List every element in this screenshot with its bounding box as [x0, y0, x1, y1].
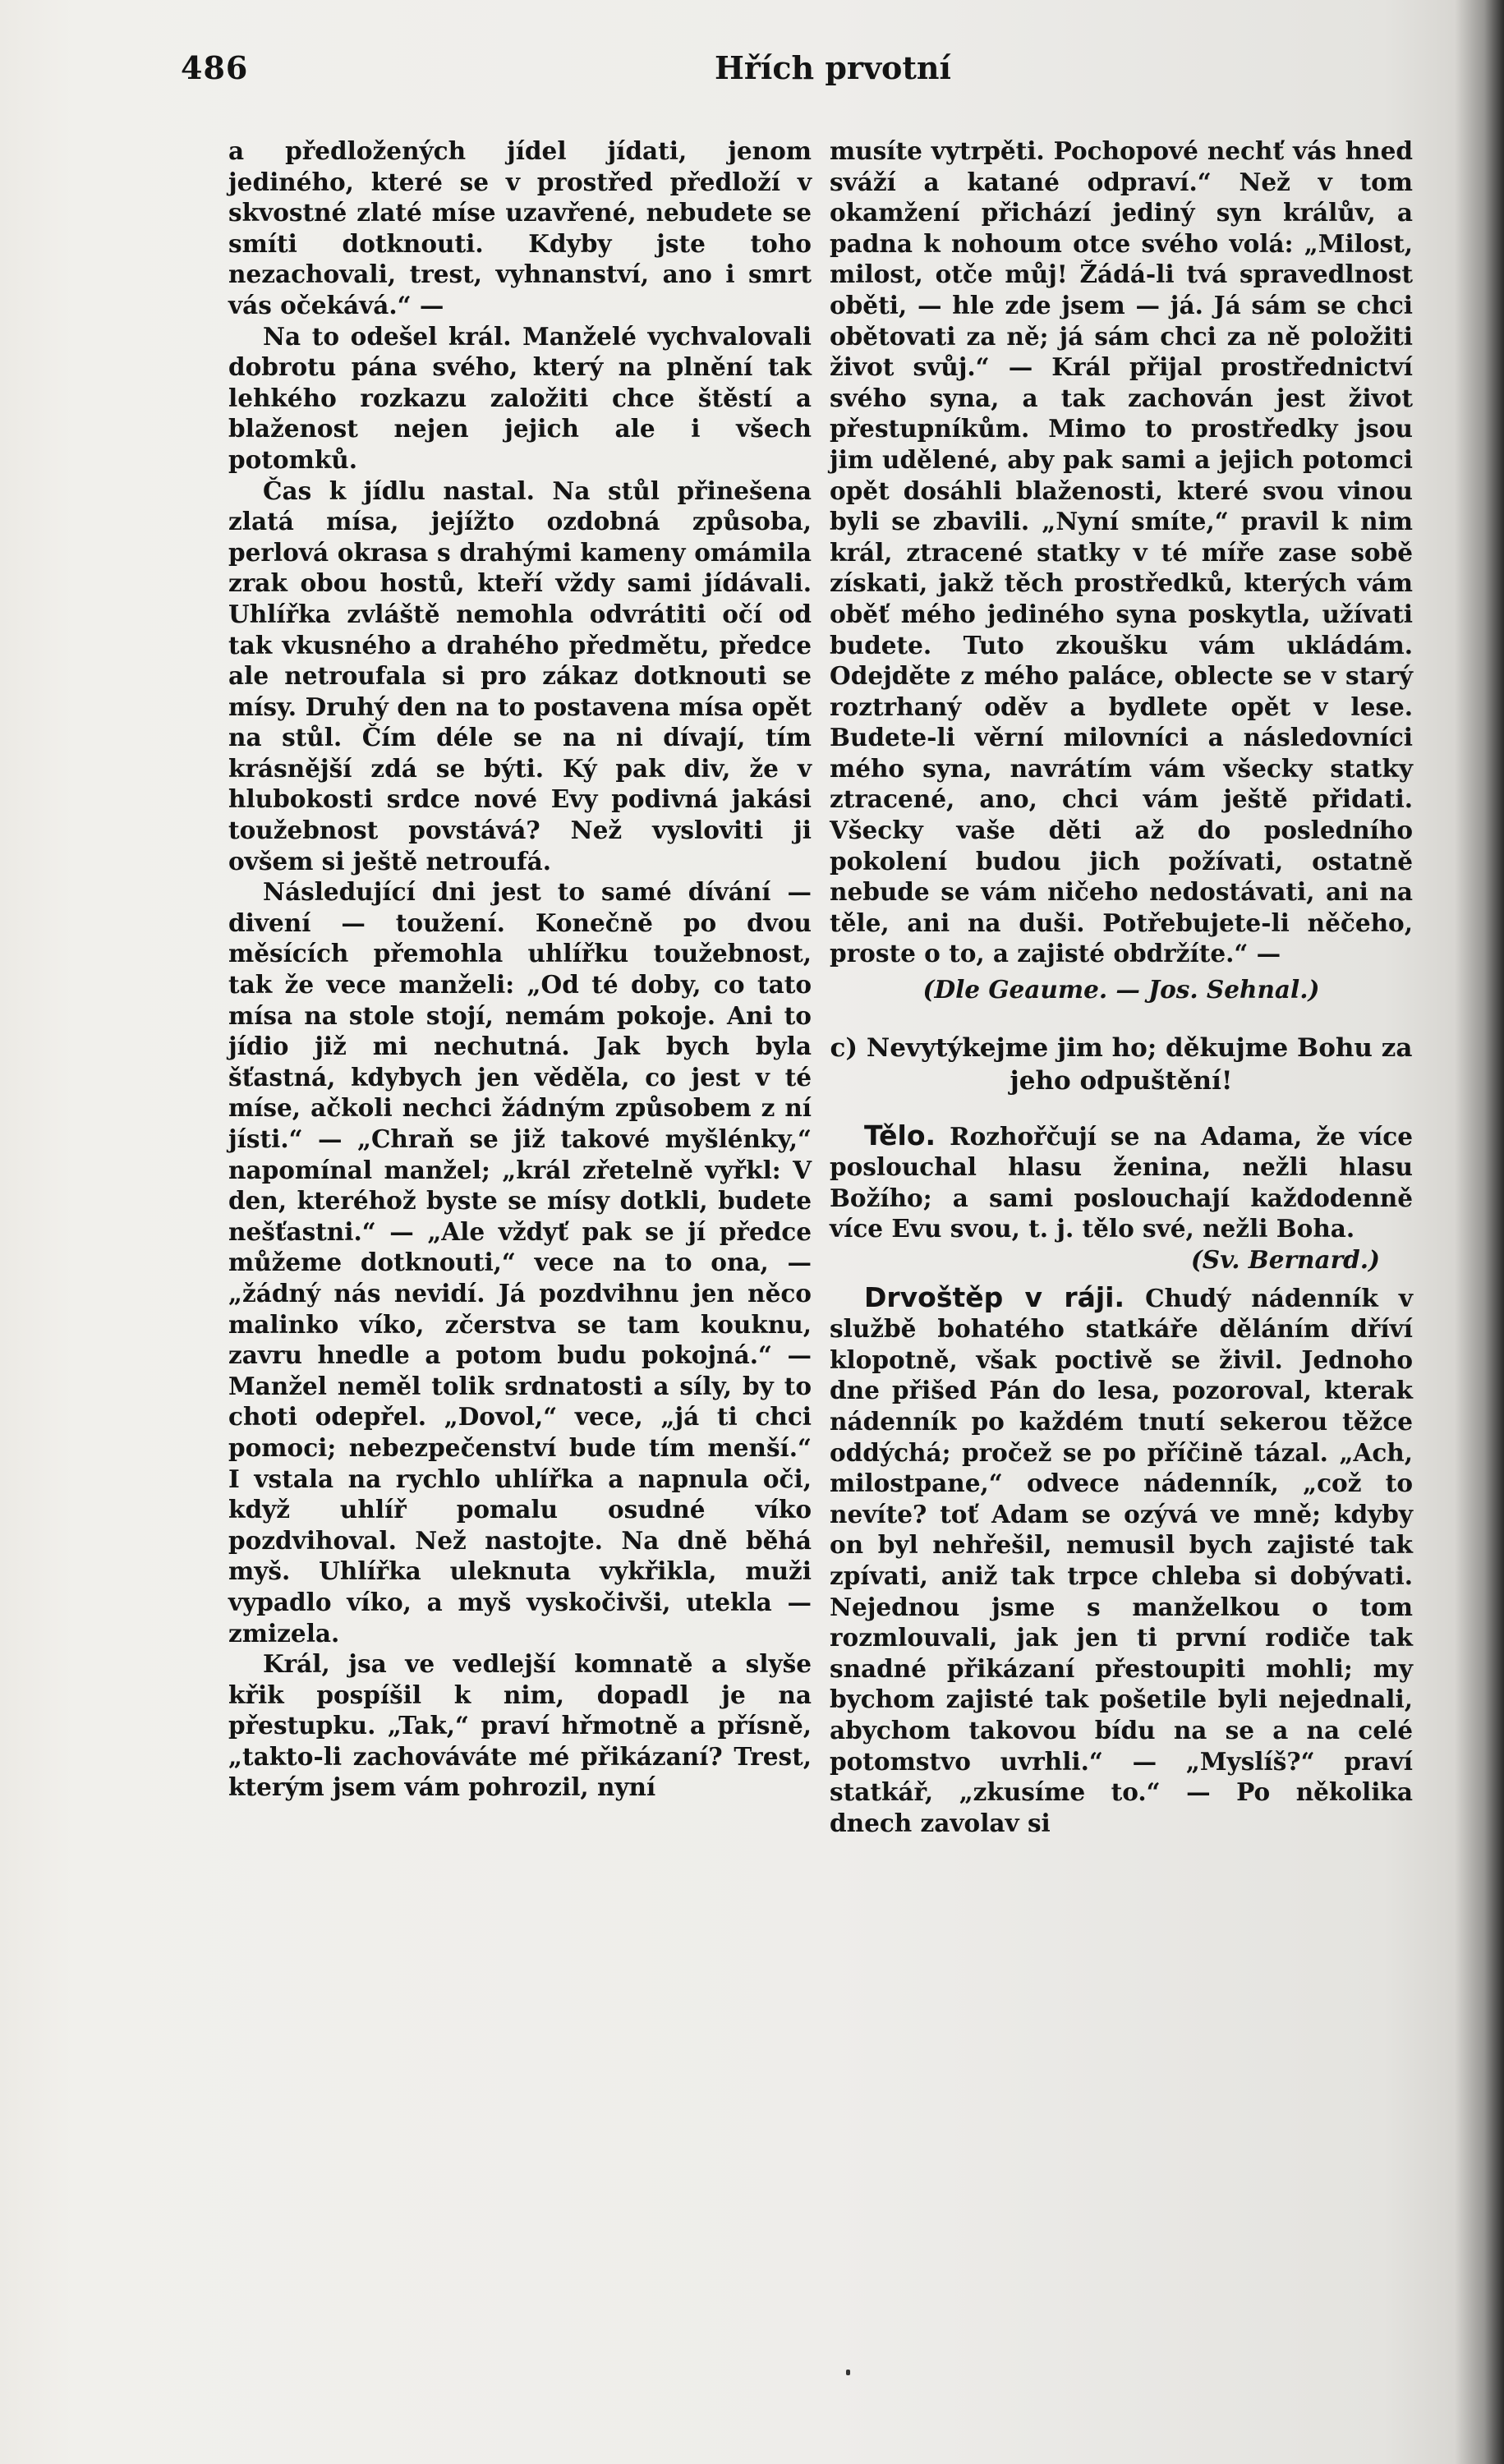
subheading-telo: Tělo.: [864, 1119, 936, 1152]
paragraph: Na to odešel král. Manželé vychvalovali dobrotu pána svého, který na plnění tak lehkého rozkazu založiti chce štěstí a blaženost nejen jejich ale i všech potomků.: [228, 321, 812, 474]
page-spine-shadow: [1455, 0, 1504, 2464]
attribution: (Dle Geaume. — Jos. Sehnal.): [922, 975, 1320, 1004]
paragraph-drvostep: [830, 1282, 1413, 1839]
paragraph-text: Chudý nádenník v službě bohatého statkáře děláním dříví klopotně, však poctivě se živil. Jednoho dne přišed Pán do lesa, pozoroval, kterak nádenník po každém tnutí sekerou těžce oddýchá; pročež se po příčině tázal. „Ach, milostpane,“ odvece nádenník, „což to nevíte? toť Adam se ozývá ve mně; kdyby on byl nehřešil, nemusil bych zajisté tak zpívati, aniž tak trpce chleba si dobývati. Nejednou jsme s manželkou o tom rozmlouvali, jak jen ti první rodiče tak snadné přikázaní přestoupiti mohli; my bychom zajisté tak pošetile byli nejednali, abychom takovou bídu na se a na celé potomstvo uvrhli.“ — „Myslíš?“ praví statkář, „zkusíme to.“ — Po několika dnech zavolav si: [830, 1283, 1413, 1837]
ink-speck: [846, 2370, 850, 2375]
attribution-bernard: (Sv. Bernard.): [1190, 1245, 1380, 1274]
paragraph-text: Rozhořčují se na Adama, že více poslouchal hlasu ženina, nežli hlasu Božího; a sami poslouchají každodenně více Evu svou, t. j. tělo své, nežli Boha.: [830, 1121, 1413, 1243]
paragraph: Král, jsa ve vedlejší komnatě a slyše křik pospíšil k nim, dopadl je na přestupku. „Tak,“ praví hřmotně a přísně, „takto-li zachováváte mé přikázaní? Trest, kterým jsem vám pohrozil, nyní: [228, 1649, 812, 1802]
page-header: [181, 49, 1405, 99]
paragraph-telo: [830, 1120, 1413, 1244]
paragraph: musíte vytrpěti. Pochopové nechť vás hned sváží a katané odpraví.“ Než v tom okamžení přichází jediný syn králův, a padna k nohoum otce svého volá: „Milost, milost, otče můj! Žádá-li tvá spravedlnost oběti, — hle zde jsem — já. Já sám se chci obětovati za ně; já sám chci za ně položiti život svůj.“ — Král přijal prostřednictví svého syna, a tak zachován jest život přestupníkům. Mimo to prostředky jsou jim udělené, aby pak sami a jejich potomci opět dosáhli blaženosti, které svou vinou byli se zbavili. „Nyní smíte,“ pravil k nim král, ztracené statky v té míře zase sobě získati, jakž těch prostředků, kterých vám oběť mého jediného syna poskytla, užívati budete. Tuto zkoušku vám ukládám. Odejděte z mého paláce, oblecte se v starý roztrhaný oděv a bydlete opět v lese. Budete-li věrní milovníci a následovníci mého syna, navrátím vám všecky statky ztracené, ano, chci vám ještě přidati. Všecky vaše děti až do posledního pokolení budou jich požívati, ostatně nebude se vám ničeho nedostávati, ani na těle, ani na duši. Potřebujete-li něčeho, proste o to, a zajisté obdržíte.“ —: [830, 136, 1413, 968]
section-heading: c) Nevytýkejme jim ho; děkujme Bohu za jeho odpuštění!: [830, 1032, 1413, 1096]
paragraph: Následující dni jest to samé dívání — divení — toužení. Konečně po dvou měsících přemohla uhlířku toužebnost, tak že vece manželi: „Od té doby, co tato mísa na stole stojí, nemám pokoje. Ani to jídio již mi nechutná. Jak bych byla šťastná, kdybych jen věděla, co jest v té míse, ačkoli nechci žádným způsobem z ní jísti.“ — „Chraň se již takové myšlénky,“ napomínal manžel; „král zřetelně vyřkl: V den, kteréhož byste se mísy dotkli, budete nešťastni.“ — „Ale vždyť pak se jí předce můžeme dotknouti,“ vece na to ona, — „žádný nás nevidí. Já pozdvihnu jen něco malinko víko, zčerstva se tam kouknu, zavru hnedle a potom budu pokojná.“ — Manžel neměl tolik srdnatosti a síly, by to choti odepřel. „Dovol,“ vece, „já ti chci pomoci; nebezpečenství bude tím menší.“ I vstala na rychlo uhlířka a napnula oči, když uhlíř pomalu osudné víko pozdvihoval. Než nastojte. Na dně běhá myš. Uhlířka uleknuta vykřikla, muži vypadlo víko, a myš vyskočivši, utekla — zmizela.: [228, 877, 812, 1648]
page-number: 486: [181, 49, 249, 86]
left-column: [228, 136, 812, 1803]
subheading-drvostep: Drvoštěp v ráji.: [864, 1280, 1125, 1313]
right-column: [830, 136, 1413, 1838]
paragraph: Čas k jídlu nastal. Na stůl přinešena zlatá mísa, jejížto ozdobná způsoba, perlová okrasa s drahými kameny omámila zrak obou hostů, kteří vždy sami jídávali. Uhlířka zvláště nemohla odvrátiti očí od tak vkusného a drahého předmětu, předce ale netroufala si pro zákaz dotknouti se mísy. Druhý den na to postavena mísa opět na stůl. Čím déle se na ni dívají, tím krásnější zdá se býti. Ký pak div, že v hlubokosti srdce nové Evy podivná jakási toužebnost povstává? Než vysloviti ji ovšem si ještě netroufá.: [228, 476, 812, 876]
running-head: Hřích prvotní: [715, 49, 951, 86]
paragraph: a předložených jídel jídati, jenom jediného, které se v prostřed předloží v skvostné zlaté míse uzavřené, nebudete se smíti dotknouti. Kdyby jste toho nezachovali, trest, vyhnanství, ano i smrt vás očekává.“ —: [228, 136, 812, 319]
